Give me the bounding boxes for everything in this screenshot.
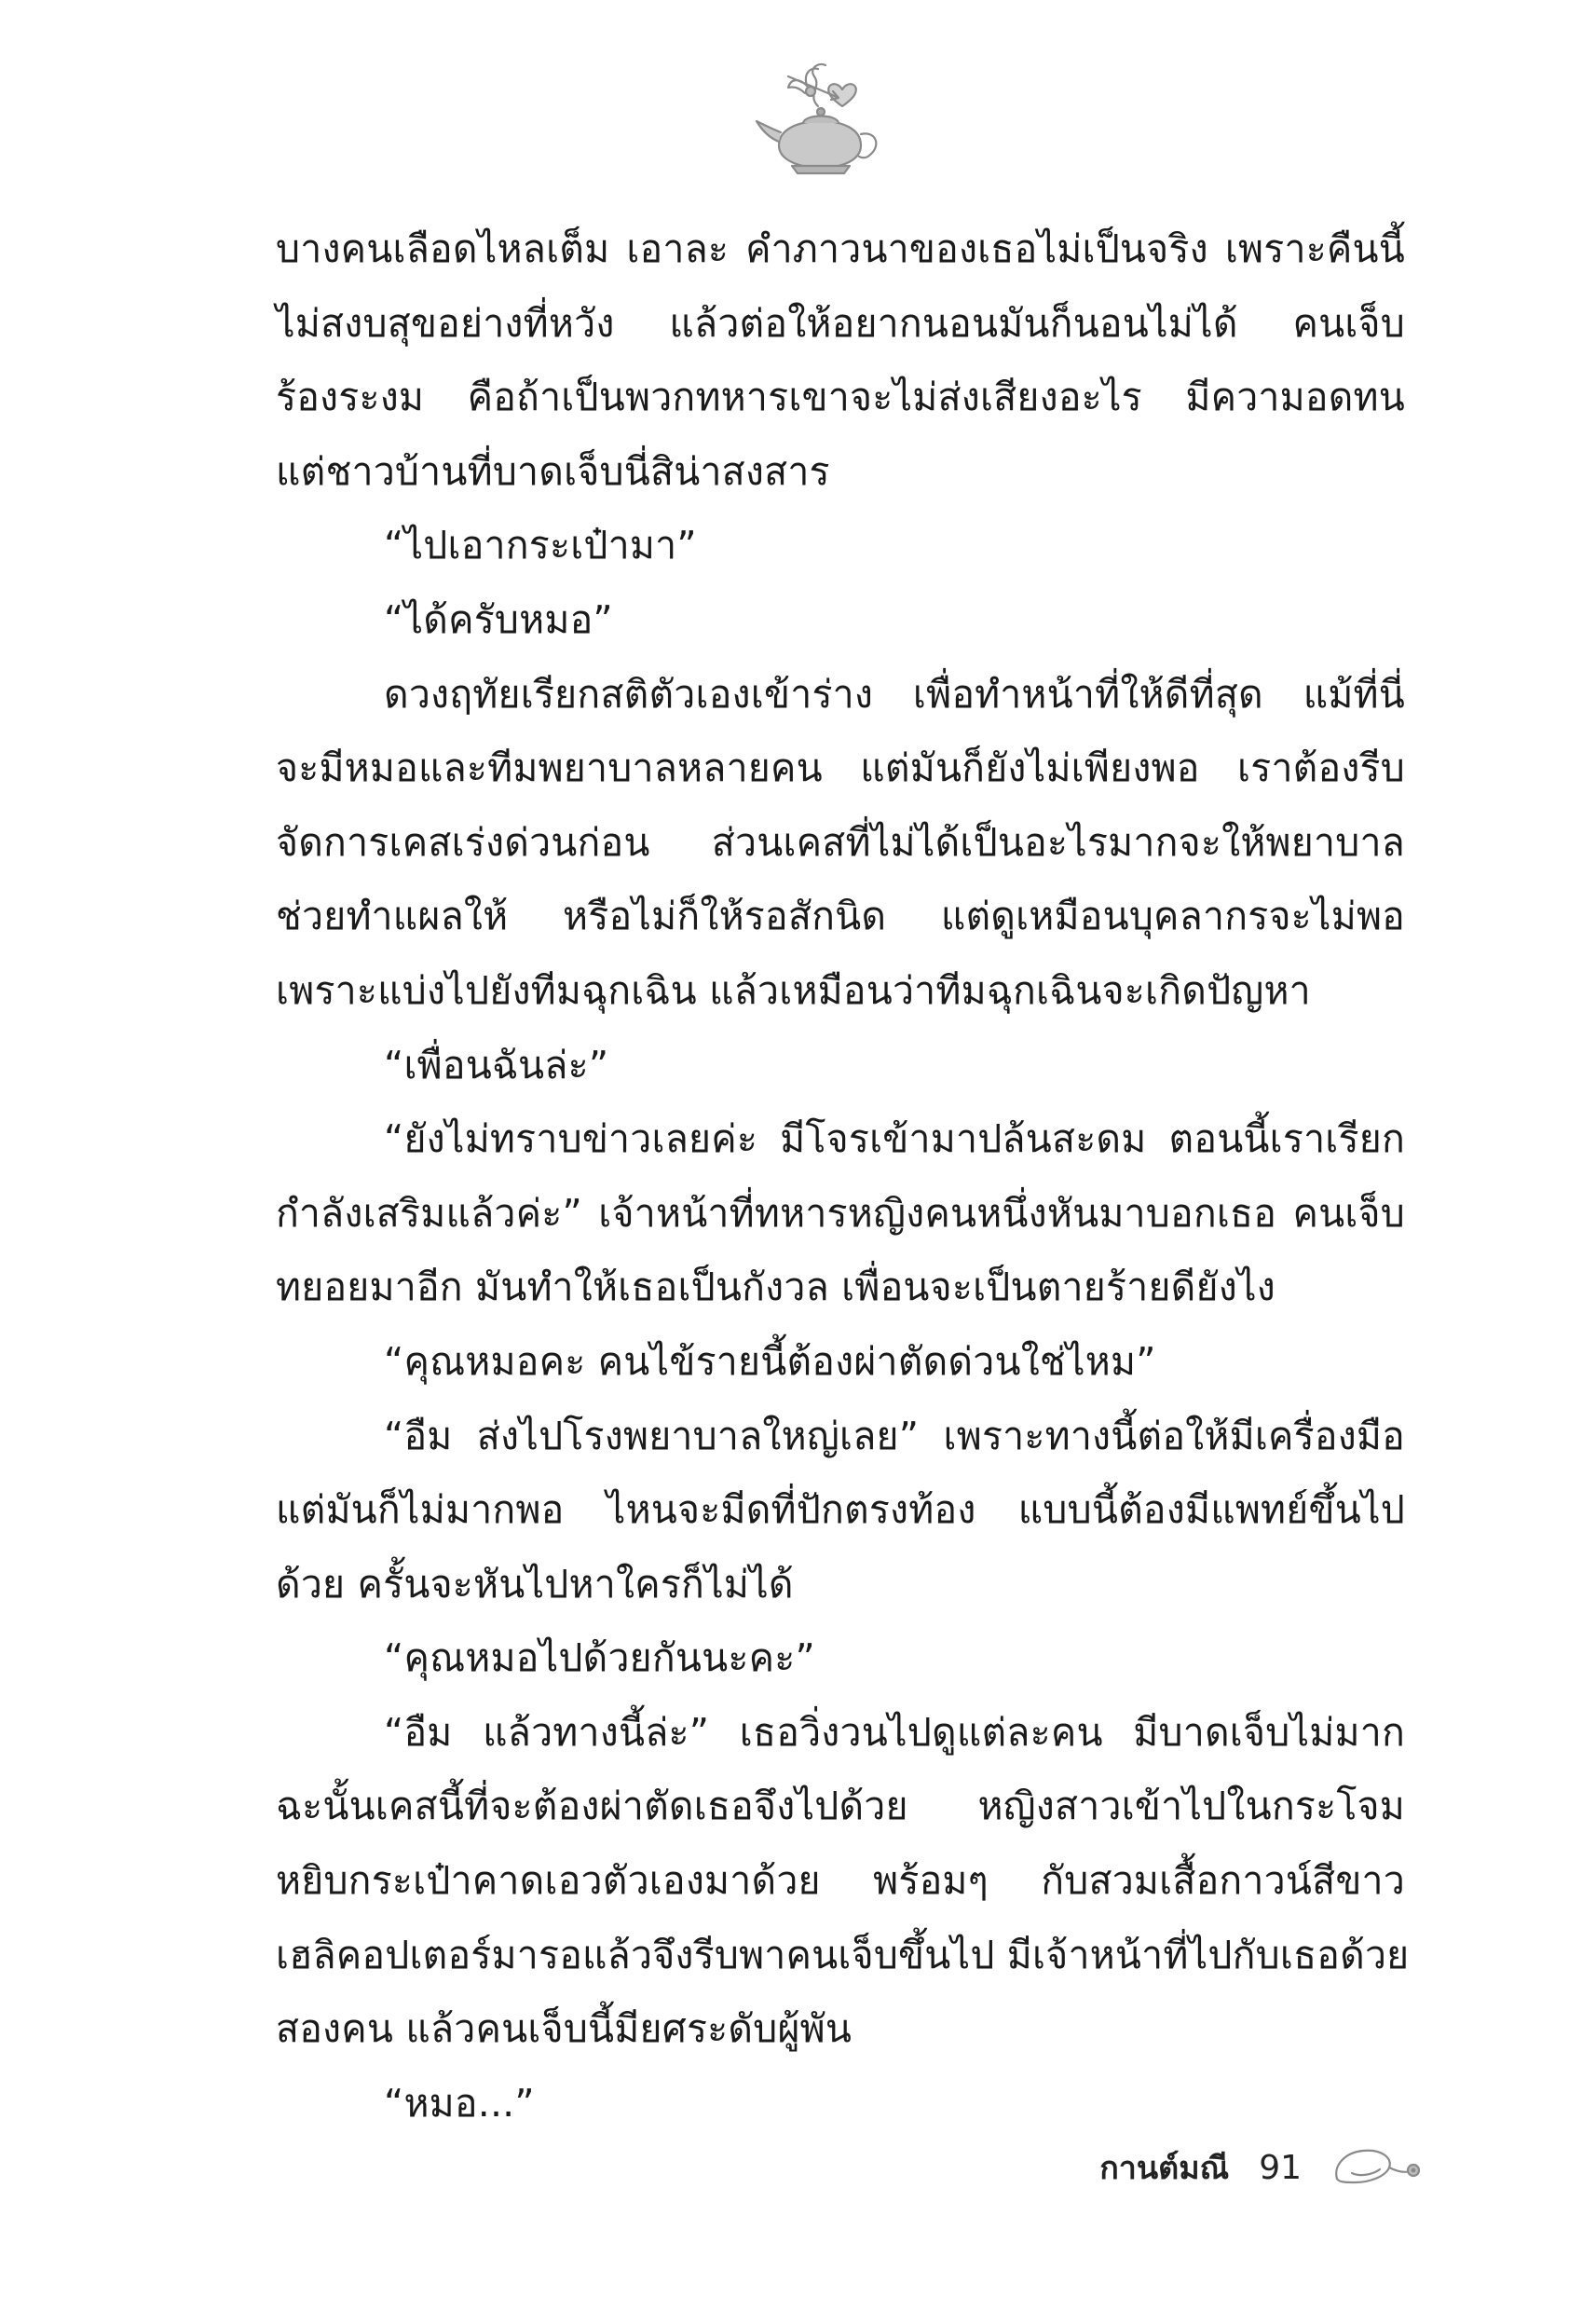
text-line: ดวงฤทัยเรียกสติตัวเองเข้าร่าง เพื่อทำหน้าที่ให้ดีที่สุด แม้ที่นี่	[384, 671, 1405, 717]
book-title: กานต์มณี	[1099, 2150, 1230, 2187]
text-line: สองคน แล้วคนเจ็บนี้มียศระดับผู้พัน	[276, 2006, 853, 2052]
dialogue-line: “อืม แล้วทางนี้ล่ะ” เธอวิ่งวนไปดูแต่ละคน มีบาดเจ็บไม่มาก	[384, 1709, 1405, 1755]
stethoscope-icon	[1331, 2145, 1423, 2190]
text-line: กำลังเสริมแล้วค่ะ” เจ้าหน้าที่ทหารหญิงคนหนึ่งหันมาบอกเธอ คนเจ็บ	[276, 1190, 1405, 1236]
text-line: แต่มันก็ไม่มากพอ ไหนจะมีดที่ปักตรงท้อง แบบนี้ต้องมีแพทย์ขึ้นไป	[276, 1487, 1405, 1533]
page-number: 91	[1259, 2148, 1302, 2187]
dialogue-line: “คุณหมอไปด้วยกันนะคะ”	[384, 1635, 815, 1681]
text-line: แต่ชาวบ้านที่บาดเจ็บนี่สิน่าสงสาร	[276, 448, 830, 494]
text-line: ไม่สงบสุขอย่างที่หวัง แล้วต่อให้อยากนอนมันก็นอนไม่ได้ คนเจ็บ	[276, 300, 1405, 346]
text-line: ร้องระงม คือถ้าเป็นพวกทหารเขาจะไม่ส่งเสียงอะไร มีความอดทน	[276, 375, 1405, 420]
page-footer	[1099, 2140, 1423, 2195]
text-line: จัดการเคสเร่งด่วนก่อน ส่วนเคสที่ไม่ได้เป็นอะไรมากจะให้พยาบาล	[276, 819, 1405, 865]
dialogue-line: “หมอ...”	[384, 2080, 535, 2126]
dialogue-line: “อืม ส่งไปโรงพยาบาลใหญ่เลย” เพราะทางนี้ต่อให้มีเครื่องมือ	[384, 1413, 1405, 1458]
dialogue-line: “ได้ครับหมอ”	[384, 596, 613, 642]
text-line: ด้วย ครั้นจะหันไปหาใครก็ไม่ได้	[276, 1561, 794, 1607]
text-line: บางคนเลือดไหลเต็ม เอาละ คำภาวนาของเธอไม่เป็นจริง เพราะคืนนี้	[276, 226, 1405, 271]
text-line: ทยอยมาอีก มันทำให้เธอเป็นกังวล เพื่อนจะเป็นตายร้ายดียังไง	[276, 1265, 1275, 1310]
dialogue-line: “ไปเอากระเป๋ามา”	[384, 523, 697, 568]
dialogue-line: “คุณหมอคะ คนไข้รายนี้ต้องผ่าตัดด่วนใช่ไหม”	[384, 1338, 1156, 1384]
teapot-heart-ornament-icon	[751, 48, 891, 188]
text-line: จะมีหมอและทีมพยาบาลหลายคน แต่มันก็ยังไม่เพียงพอ เราต้องรีบ	[276, 745, 1405, 791]
text-line: เฮลิคอปเตอร์มารอแล้วจึงรีบพาคนเจ็บขึ้นไป มีเจ้าหน้าที่ไปกับเธอด้วย	[276, 1932, 1410, 1977]
dialogue-line: “เพื่อนฉันล่ะ”	[384, 1042, 609, 1087]
text-line: หยิบกระเป๋าคาดเอวตัวเองมาด้วย พร้อมๆ กับสวมเสื้อกาวน์สีขาว	[276, 1858, 1405, 1904]
dialogue-line: “ยังไม่ทราบข่าวเลยค่ะ มีโจรเข้ามาปล้นสะดม ตอนนี้เราเรียก	[384, 1116, 1405, 1162]
text-line: ฉะนั้นเคสนี้ที่จะต้องผ่าตัดเธอจึงไปด้วย หญิงสาวเข้าไปในกระโจม	[276, 1784, 1405, 1829]
body-text	[276, 212, 1410, 2140]
text-line: เพราะแบ่งไปยังทีมฉุกเฉิน แล้วเหมือนว่าทีมฉุกเฉินจะเกิดปัญหา	[276, 967, 1311, 1013]
text-line: ช่วยทำแผลให้ หรือไม่ก็ให้รอสักนิด แต่ดูเหมือนบุคลากรจะไม่พอ	[276, 894, 1405, 939]
